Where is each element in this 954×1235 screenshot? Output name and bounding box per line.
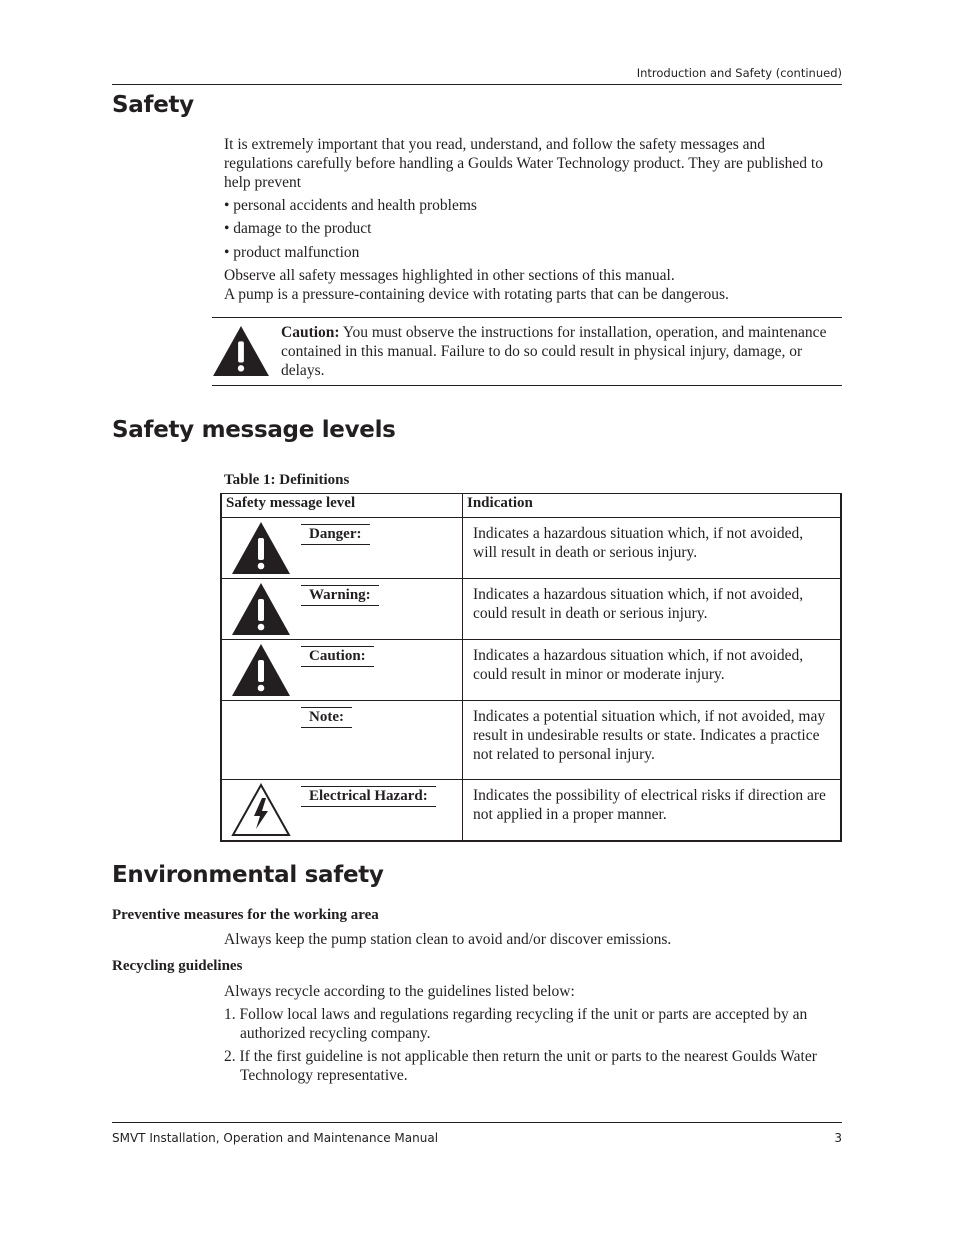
environmental-safety-heading: Environmental safety: [112, 862, 384, 888]
table-row: [221, 640, 841, 701]
table-row: [221, 579, 841, 640]
caution-body: You must observe the instructions for installation, operation, and maintenance contained in this manual. Failure to do so could result in physical injury, damage, or delays.: [281, 324, 827, 379]
safety-heading: Safety: [112, 92, 194, 118]
safety-intro-paragraph: It is extremely important that you read, understand, and follow the safety messages and regulations carefully before handling a Goulds Water Technology product. They are published to help prevent: [224, 136, 823, 191]
table-row: [221, 518, 841, 579]
warning-triangle-icon: [212, 325, 270, 377]
safety-levels-heading: Safety message levels: [112, 417, 396, 443]
indication-cell: Indicates a hazardous situation which, if not avoided, will result in death or serious injury.: [463, 518, 842, 579]
level-cell: [221, 780, 463, 842]
caution-text: [281, 323, 831, 380]
page-number: 3: [834, 1131, 842, 1145]
column-header-indication: Indication: [463, 494, 842, 518]
running-header: Introduction and Safety (continued): [636, 66, 842, 80]
caution-label: Caution:: [281, 324, 340, 341]
warning-triangle-icon: [231, 643, 291, 697]
bullet-item: • damage to the product: [224, 220, 372, 237]
indication-cell: Indicates the possibility of electrical risks if direction are not applied in a proper manner.: [463, 780, 842, 842]
indication-cell: Indicates a hazardous situation which, if not avoided, could result in minor or moderate injury.: [463, 640, 842, 701]
level-cell: [221, 640, 463, 701]
column-header-level: Safety message level: [221, 494, 463, 518]
bullet-item: • personal accidents and health problems: [224, 197, 477, 214]
footer-rule: [112, 1122, 842, 1123]
level-cell: [221, 579, 463, 640]
level-cell: [221, 701, 463, 780]
subheading-working-area: Preventive measures for the working area: [112, 907, 379, 923]
subheading-recycling: Recycling guidelines: [112, 958, 243, 974]
observe-paragraph: [224, 266, 824, 304]
list-item: 2. If the first guideline is not applicable then return the unit or parts to the nearest Goulds Water Technology representative.: [224, 1048, 817, 1084]
observe-line: Observe all safety messages highlighted in other sections of this manual.: [224, 267, 675, 284]
footer-manual-title: SMVT Installation, Operation and Maintenance Manual: [112, 1131, 439, 1145]
level-label-caution: Caution:: [301, 646, 374, 667]
pump-warning-line: A pump is a pressure-containing device with rotating parts that can be dangerous.: [224, 286, 729, 303]
list-item: 1. Follow local laws and regulations regarding recycling if the unit or parts are accepted by an authorized recycling company.: [224, 1006, 808, 1042]
header-rule: [112, 84, 842, 85]
indication-cell: Indicates a hazardous situation which, if not avoided, could result in death or serious injury.: [463, 579, 842, 640]
warning-triangle-icon: [231, 582, 291, 636]
warning-triangle-icon: [231, 521, 291, 575]
table-header-row: [221, 494, 841, 518]
indication-cell: Indicates a potential situation which, if not avoided, may result in undesirable results or state. Indicates a practice not related to personal injury.: [463, 701, 842, 780]
recycling-intro-paragraph: Always recycle according to the guidelines listed below:: [224, 983, 575, 1000]
level-label-warning: Warning:: [301, 585, 379, 606]
bullet-item: • product malfunction: [224, 244, 360, 261]
level-label-danger: Danger:: [301, 524, 370, 545]
table-row: [221, 780, 841, 842]
table-row: [221, 701, 841, 780]
level-cell: [221, 518, 463, 579]
caution-callout: [212, 317, 842, 386]
working-area-paragraph: Always keep the pump station clean to avoid and/or discover emissions.: [224, 931, 672, 948]
level-label-electrical-hazard: Electrical Hazard:: [301, 786, 436, 807]
level-label-note: Note:: [301, 707, 352, 728]
electrical-hazard-icon: [231, 783, 291, 837]
table-caption: Table 1: Definitions: [224, 472, 350, 488]
definitions-table: [220, 493, 842, 842]
